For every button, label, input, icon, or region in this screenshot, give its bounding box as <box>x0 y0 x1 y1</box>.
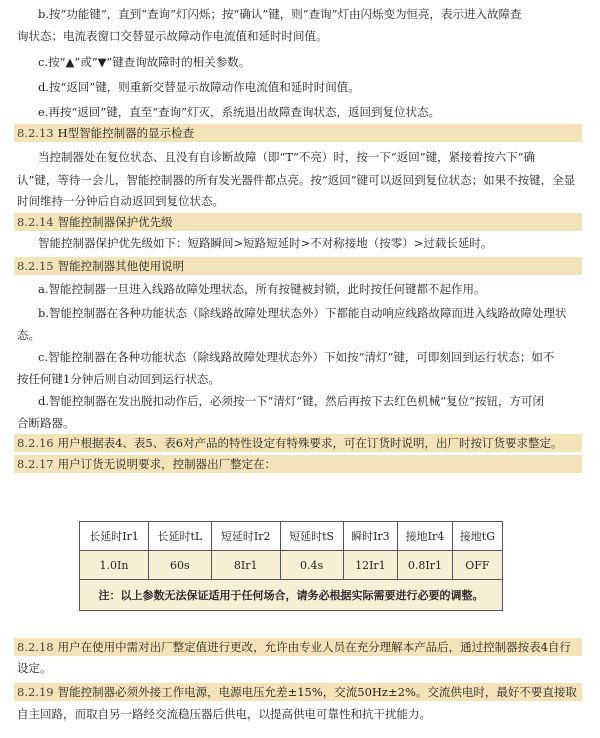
section-number: 8.2.16 <box>17 436 54 450</box>
s13-line1: 当控制器处在复位状态、且没有自诊断故障（即“T”不亮）时，按一下“返回”键，紧接着按六下“确 <box>38 150 536 164</box>
table-note-row <box>80 580 503 611</box>
section-number: 8.2.17 <box>17 457 54 471</box>
s19-text: 自主回路，而取自另一路经交流稳压器后供电，以提高供电可靠性和抗干扰能力。 <box>17 707 431 721</box>
table-cell: 60s <box>149 551 212 580</box>
section-title: H型智能控制器的显示检查 <box>57 126 195 140</box>
section-number: 8.2.13 <box>17 126 54 140</box>
section-8-2-14-header <box>14 213 582 231</box>
s13-line2: 认”键，等待一会儿，智能控制器的所有发光器件都点亮。按“返回”键可以返回到复位状态；如果不按键，全显 <box>17 173 576 187</box>
table-note: 注：以上参数无法保证适用于任何场合，请务必根据实际需要进行必要的调整。 <box>80 580 503 611</box>
table-header-cell: 长延时tL <box>149 522 212 551</box>
section-title: 智能控制器其他使用说明 <box>57 259 185 273</box>
table-cell: 0.4s <box>280 551 343 580</box>
para-c: c.按“▲”或“▼”键查询故障时的相关参数。 <box>38 55 251 69</box>
table-cell: 1.0In <box>80 551 149 580</box>
para-d: d.按“返回”键，则重新交替显示故障动作电流值和延时时间值。 <box>38 80 360 94</box>
para-e: e.再按“返回”键，直至“查询”灯灭，系统退出故障查询状态，返回到复位状态。 <box>38 105 440 119</box>
section-8-2-15-header <box>14 257 582 275</box>
section-title: 用户在使用中需对出厂整定值进行更改，允许由专业人员在充分理解本产品后，通过控制器按表4自行 <box>57 640 571 654</box>
table-cell: OFF <box>452 551 502 580</box>
section-number: 8.2.19 <box>17 685 54 699</box>
section-8-2-18-header <box>14 638 582 656</box>
s15-d2: 合断路器。 <box>17 416 75 430</box>
s15-d1: d.智能控制器在发出脱扣动作后，必须按一下“清灯”键，然后再按下去红色机械“复位”按钮，方可闭 <box>38 394 545 408</box>
section-number: 8.2.18 <box>17 640 54 654</box>
table-header-cell: 短延时Ir2 <box>211 522 280 551</box>
s18-text: 设定。 <box>17 661 52 675</box>
section-title: 用户根据表4、表5、表6对产品的特性设定有特殊要求，可在订货时说明，出厂时按订货要求整定。 <box>57 436 563 450</box>
table-header-cell: 瞬时Ir3 <box>343 522 398 551</box>
section-number: 8.2.15 <box>17 259 54 273</box>
s13-line3: 时间维持一分钟后自动返回到复位状态。 <box>17 194 224 208</box>
s14-text: 智能控制器保护优先级如下：短路瞬间>短路短延时>不对称接地（按零）>过载长延时。 <box>38 236 493 250</box>
section-number: 8.2.14 <box>17 215 54 229</box>
table-cell: 12Ir1 <box>343 551 398 580</box>
section-8-2-17-header <box>14 455 582 473</box>
table-header-row <box>80 522 503 551</box>
table-header-cell: 长延时Ir1 <box>80 522 149 551</box>
section-title: 智能控制器必须外接工作电源，电源电压允差±15%，交流50Hz±2%。交流供电时，最好不要直接取 <box>57 685 577 699</box>
table-header-cell: 接地Ir4 <box>398 522 453 551</box>
para-b-line2: 询状态；电流表窗口交替显示故障动作电流值和延时时间值。 <box>17 29 328 43</box>
table-header-cell: 接地tG <box>452 522 502 551</box>
para-b-line1: b.按“功能键”，直到“查询”灯闪烁；按“确认”键，则“查询”灯由闪烁变为恒亮，表示进入故障查 <box>38 7 522 21</box>
table-value-row <box>80 551 503 580</box>
section-8-2-16-header <box>14 434 582 452</box>
section-title: 智能控制器保护优先级 <box>57 215 173 229</box>
factory-settings-table <box>79 521 503 611</box>
s15-b1: b.智能控制器在各种功能状态（除线路故障处理状态外）下都能自动响应线路故障而进入线路故障处理状 <box>38 306 567 320</box>
table-header-cell: 短延时tS <box>280 522 343 551</box>
table-cell: 8Ir1 <box>211 551 280 580</box>
s15-a: a.智能控制器一旦进入线路故障处理状态，所有按键被封锁，此时按任何键都不起作用。 <box>38 282 486 296</box>
s15-c1: c.智能控制器在各种功能状态（除线路故障处理状态外）下如按“清灯”键，可即刻回到运行状态；如不 <box>38 350 555 364</box>
section-title: 用户订货无说明要求，控制器出厂整定在： <box>57 457 277 471</box>
s15-c2: 按任何键1分钟后则自动回到运行状态。 <box>17 372 220 386</box>
section-8-2-19-header <box>14 683 582 701</box>
s15-b2: 态。 <box>17 328 40 342</box>
section-8-2-13-header <box>14 124 582 142</box>
table-cell: 0.8Ir1 <box>398 551 453 580</box>
